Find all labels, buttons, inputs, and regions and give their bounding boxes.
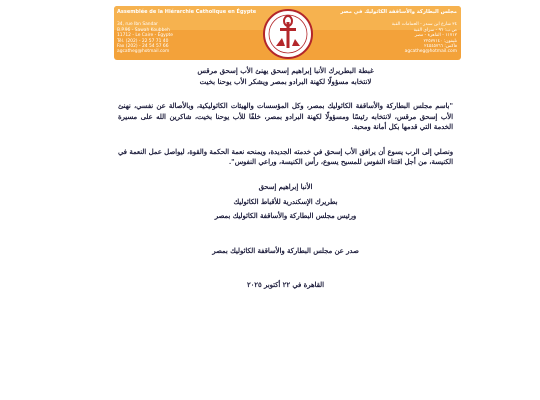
letterhead-french xyxy=(117,9,257,55)
signatory-name: الأنبا إبراهيم إسحق xyxy=(258,182,313,191)
org-name-french: Assemblée de la Hiérarchie Catholique en Égypte xyxy=(117,9,257,15)
address-line: 34, rue Ibn Sandar xyxy=(117,22,158,28)
address-line: Tél. (202) - 22 57 71 40 xyxy=(117,38,169,44)
title-line: لانتخابه مسؤولًا لكهنة البرادو بمصر ويشكر الأب يوحنا بخيت xyxy=(199,76,372,86)
signatory-role: بطريرك الإسكندرية للأقباط الكاثوليك xyxy=(233,197,338,206)
emblem-logo-icon xyxy=(262,8,314,60)
email-line: agcatheg@hotmail.com xyxy=(117,49,170,55)
address-line: فاكس: ٢٤٥٤٥٧٦٦ xyxy=(424,44,457,50)
address-line: 11712 - Le Caire - Égypte xyxy=(117,33,173,39)
signatory-role: ورئيس مجلس البطاركة والأساقفة الكاثوليك بمصر xyxy=(214,212,357,221)
org-name-arabic: مجلس البطاركة والأساقفة الكاثوليك في مصر xyxy=(340,9,457,15)
letterhead-arabic xyxy=(337,10,457,55)
issued-by: صدر عن مجلس البطاركة والأساقفة الكاثوليك بمصر xyxy=(212,246,359,255)
paragraph: "باسم مجلس البطاركة والأساقفة الكاثوليك بمصر، وكل المؤسسات والهيئات الكاثوليكية، وبالأصالة عن نفسي، نهنئ الأب إسحق مرقس، لانتخابه رئيسًا ومسؤولًا لكهنة البرادو بمصر، خلفًا للأب يوحنا بخيت، شاكرين الله على مسيرة الخدمة التي قدمها بكل أمانة ومحبة. xyxy=(118,102,453,132)
address-line: B.P.96 - Sawah Koubbeh xyxy=(117,27,170,33)
date-line: القاهرة في ٢٢ أكتوبر ٢٠٢٥ xyxy=(247,281,324,290)
letter-body xyxy=(118,66,453,291)
address-line: ص.ب: ٩٦ - سراي القبة xyxy=(413,27,457,33)
title-line: غبطة البطريرك الأنبا إبراهيم إسحق يهنئ الأب إسحق مرقس xyxy=(197,66,374,75)
address-line: ٣٤ شارع ابن سندر - الحمامات القبة xyxy=(391,22,457,28)
letter-title xyxy=(118,66,453,87)
address-line: Fax (202) - 24 54 57 66 xyxy=(117,44,169,50)
address-line: ١١٧١٢ - القاهرة - مصر xyxy=(414,33,457,39)
address-line: تليفون: ٢٢٥٧٧١٤٠ xyxy=(423,38,457,44)
signature-block xyxy=(118,182,453,222)
letterhead xyxy=(114,6,461,60)
email-line: agcatheg@hotmail.com xyxy=(404,49,457,55)
document-page xyxy=(82,0,458,400)
paragraph: ونصلي إلى الرب يسوع أن يرافق الأب إسحق في خدمته الجديدة، ويمنحه نعمة الحكمة والقوة، ليواصل عمل النعمة في الكنيسة، من أجل اقتناء النفوس للمسيح يسوع، رأس الكنيسة، وراعي النفوس". xyxy=(118,147,453,167)
